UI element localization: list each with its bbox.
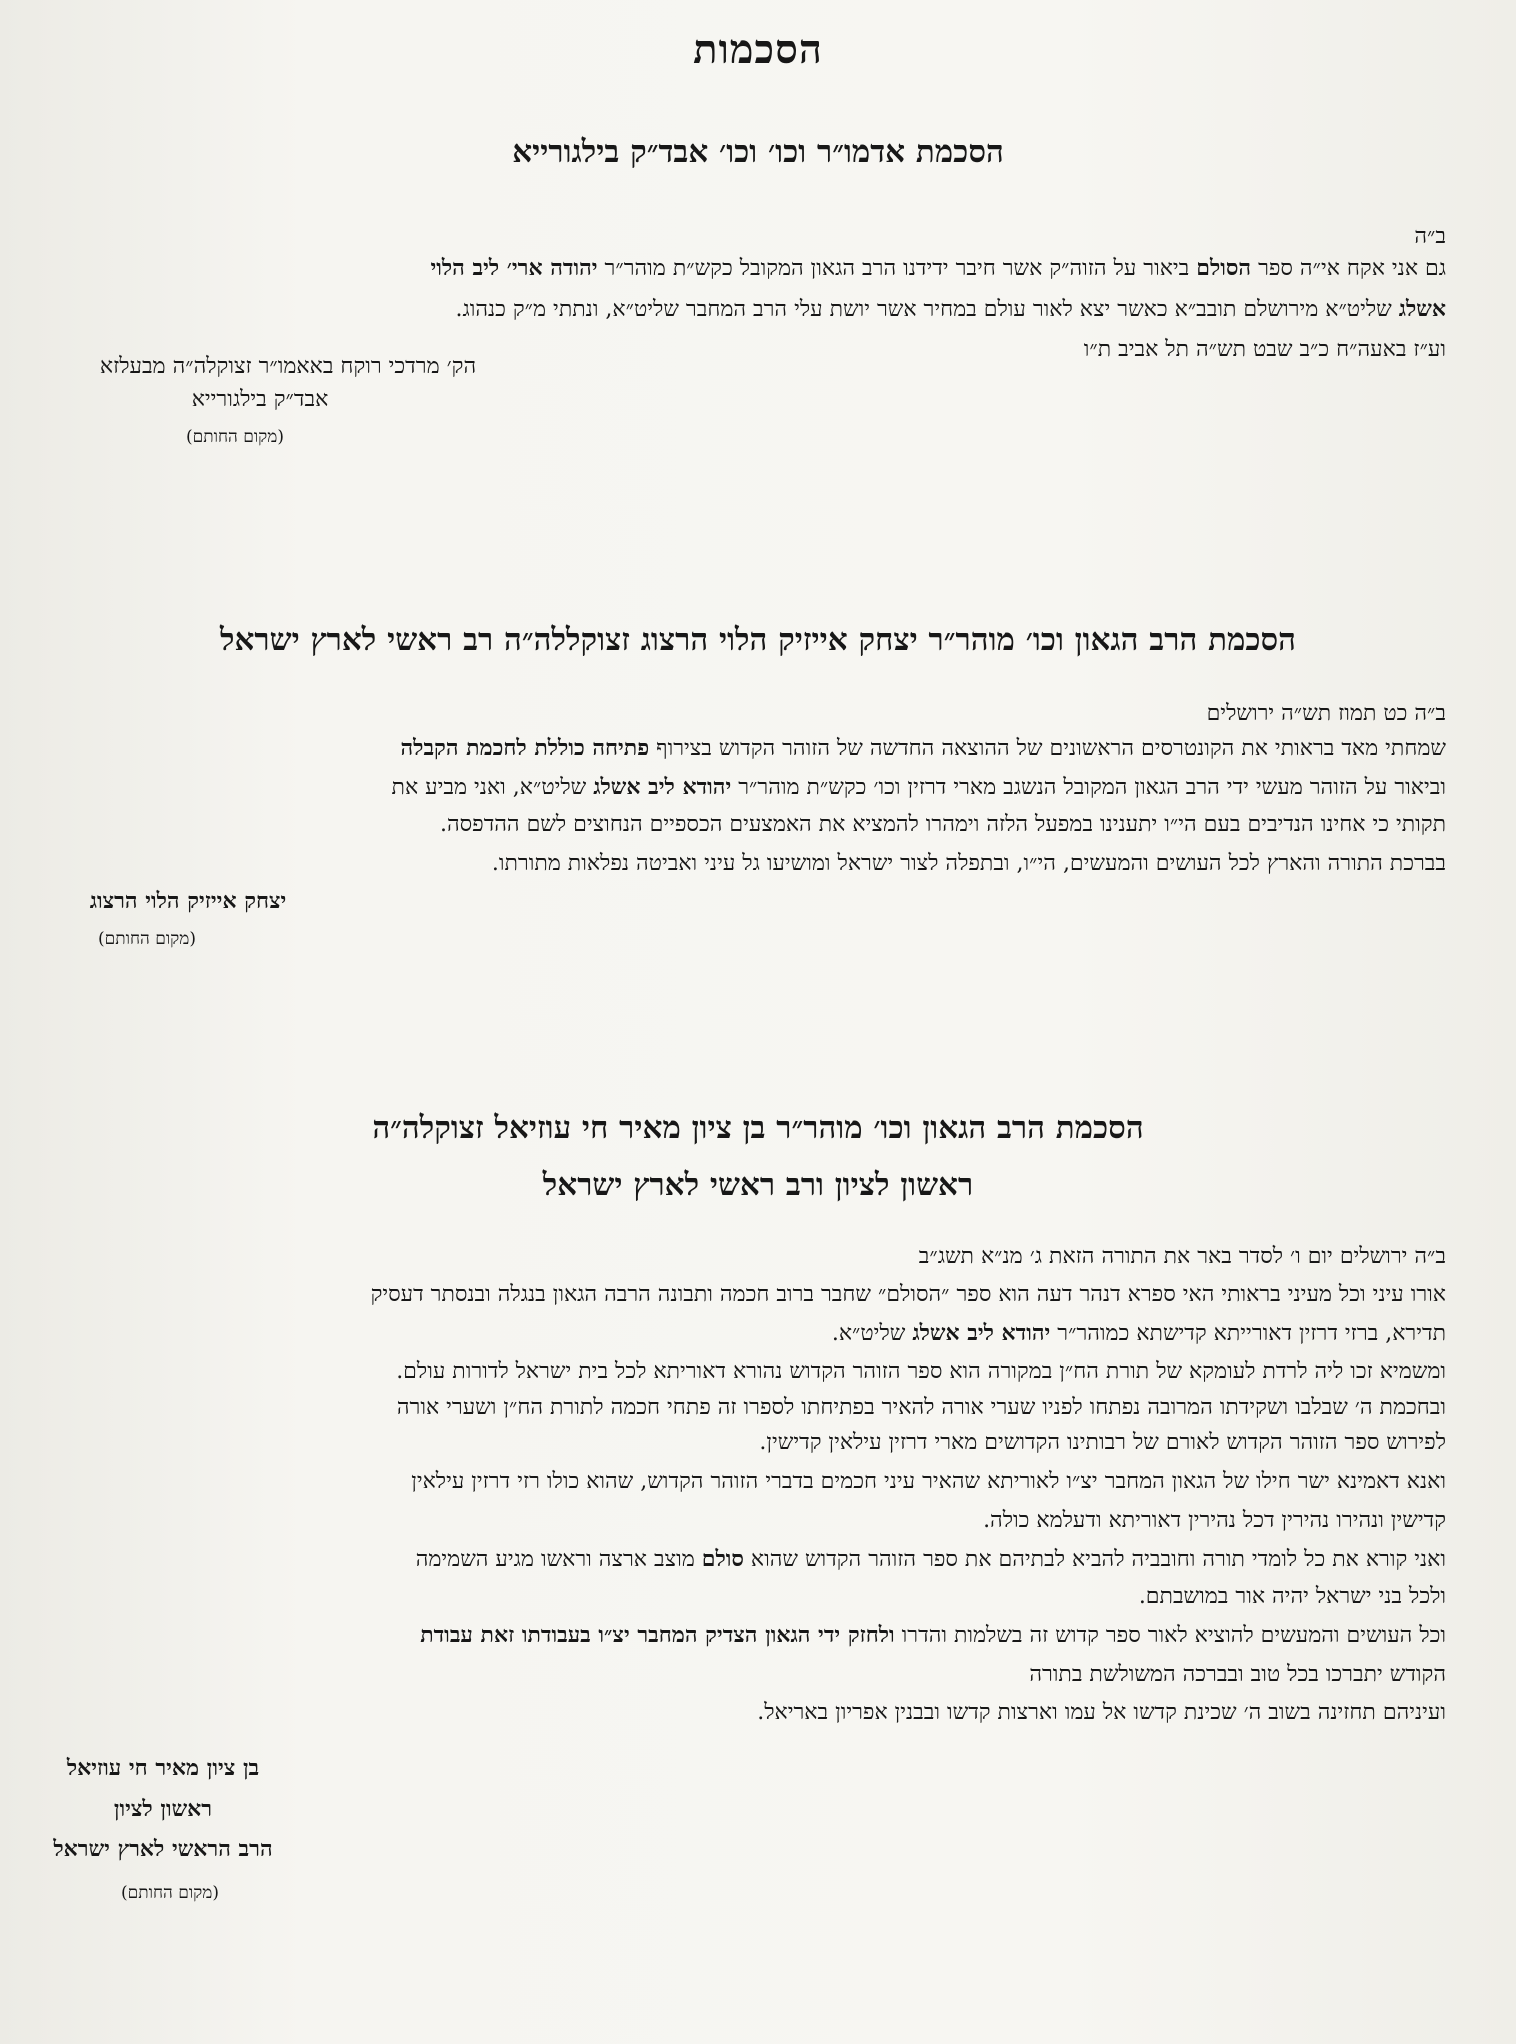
approval-herzog-signature: יצחק אייזיק הלוי הרצוג [89,888,287,914]
approval-belz-signature: הק׳ מרדכי רוקח באאמו״ר זצוקלה״ה מבעלזא [99,354,477,379]
approval-uziel-seal-note: (מקום החותם) [121,1883,219,1903]
approval-uziel-line: ומשמיא זכו ליה לרדת לעומקא של תורת הח״ן במקורה הוא ספר הזוהר הקדוש נהורא דאוריתא לכל בית ישראל לדורות עולם. [396,1359,1446,1384]
approval-uziel-header: ב״ה ירושלים יום ו׳ לסדר באר את התורה הזאת ג׳ מנ״א תשג״ב [918,1244,1446,1269]
approval-belz-signature-title: אבד״ק בילגורייא [191,387,329,412]
approval-uziel-line: תדירא, ברזי דרזין דאורייתא קדישתא כמוהר״ר יהודא ליב אשלג שליט״א. [831,1320,1446,1346]
approval-belz-line: וע״ז באעה״ח כ״ב שבט תש״ה תל אביב ת״ו [1083,337,1446,362]
approval-belz-line: גם אני אקח אי״ה ספר הסולם ביאור על הזוה״ק אשר חיבר ידידנו הרב הגאון המקובל כקש״ת מוהר״ר יהודה ארי׳ ליב הלוי [430,255,1446,281]
approval-uziel-signature-office: הרב הראשי לארץ ישראל [53,1836,273,1862]
approval-herzog-line: תקותי כי אחינו הנדיבים בעם הי״ו יתענינו במפעל הלזה וימהרו להמציא את האמצעים הכספיים הנחוצים לשם ההדפסה. [440,812,1446,837]
approval-belz-line: אשלג שליט״א מירושלם תובב״א כאשר יצא לאור עולם במחיר אשר יושת עלי הרב המחבר שליט״א, ונתתי מ״ק כנהוג. [455,296,1446,322]
approval-uziel-line: לפירוש ספר הזוהר הקדוש לאורם של רבותינו הקדושים מארי דרזין עילאין קדישין. [759,1430,1446,1455]
approval-uziel-line: הקודש יתברכו בכל טוב ובברכה המשולשת בתורה [1029,1662,1446,1687]
approval-uziel-line: וכל העושים והמעשים להוציא לאור ספר קדוש זה בשלמות והדרו ולחזק ידי הגאון הצדיק המחבר יצ״ו בעבודתו זאת עבודת [420,1622,1446,1648]
approval-herzog-seal-note: (מקום החותם) [98,929,196,949]
approval-uziel-line: ועיניהם תחזינה בשוב ה׳ שכינת קדשו אל עמו וארצות קדשו ובבנין אפריון באריאל. [757,1700,1446,1725]
approval-herzog-header: ב״ה כט תמוז תש״ה ירושלים [1206,701,1446,726]
approval-uziel-signature: בן ציון מאיר חי עוזיאל [66,1755,260,1781]
approval-uziel-line: ולכל בני ישראל יהיה אור במושבתם. [1138,1584,1446,1609]
approval-uziel-line: ואנא דאמינא ישר חילו של הגאון המחבר יצ״ו לאוריתא שהאיר עיני חכמים בדברי הזוהר הקדוש, שהוא כולו רזי דרזין עילאין [411,1469,1446,1494]
approval-herzog-title: הסכמת הרב הגאון וכו׳ מוהר״ר יצחק אייזיק הלוי הרצוג זצוקללה״ה רב ראשי לארץ ישראל [220,622,1296,658]
approval-uziel-subtitle: ראשון לציון ורב ראשי לארץ ישראל [542,1167,974,1203]
approval-herzog-line: בברכת התורה והארץ לכל העושים והמעשים, הי״ו, ובתפלה לצור ישראל ומושיעו גל עיני ואביטה נפלאות מתורתו. [491,851,1446,876]
approval-belz-header: ב״ה [1414,224,1446,249]
approval-herzog-line: שמחתי מאד בראותי את הקונטרסים הראשונים של ההוצאה החדשה של הזוהר הקדוש בצירוף פתיחה כוללת לחכמת הקבלה [400,735,1446,761]
approval-belz-seal-note: (מקום החותם) [186,427,284,447]
approval-uziel-line: קדישין ונהירו נהירין דכל נהירין דאוריתא ודעלמא כולה. [983,1508,1446,1533]
approval-uziel-signature-title: ראשון לציון [113,1796,213,1822]
page-title: הסכמות [693,26,823,73]
approval-uziel-line: ובחכמת ה׳ שבלבו ושקידתו המרובה נפתחו לפניו שערי אורה להאיר בפתיחתו לספרו זה פתחי חכמה לתורת הח״ן ושערי אורה [396,1395,1446,1420]
approval-herzog-line: וביאור על הזוהר מעשי ידי הרב הגאון המקובל הנשגב מארי דרזין וכו׳ כקש״ת מוהר״ר יהודא ליב אשלג שליט״א, ואני מביע את [391,774,1446,800]
approval-uziel-title: הסכמת הרב הגאון וכו׳ מוהר״ר בן ציון מאיר חי עוזיאל זצוקלה״ה [372,1110,1144,1146]
approval-belz-title: הסכמת אדמו״ר וכו׳ וכו׳ אבד״ק בילגורייא [512,134,1004,170]
approval-uziel-line: ואני קורא את כל לומדי תורה וחובביה להביא לבתיהם את ספר הזוהר הקדוש שהוא סולם מוצב ארצה וראשו מגיע השמימה [415,1546,1446,1572]
approval-uziel-line: אורו עיני וכל מעיני בראותי האי ספרא דנהר דעה הוא ספר ״הסולם״ שחבר ברוב חכמה ותבונה הרבה הגאון בנגלה ובנסתר דעסיק [370,1282,1446,1307]
